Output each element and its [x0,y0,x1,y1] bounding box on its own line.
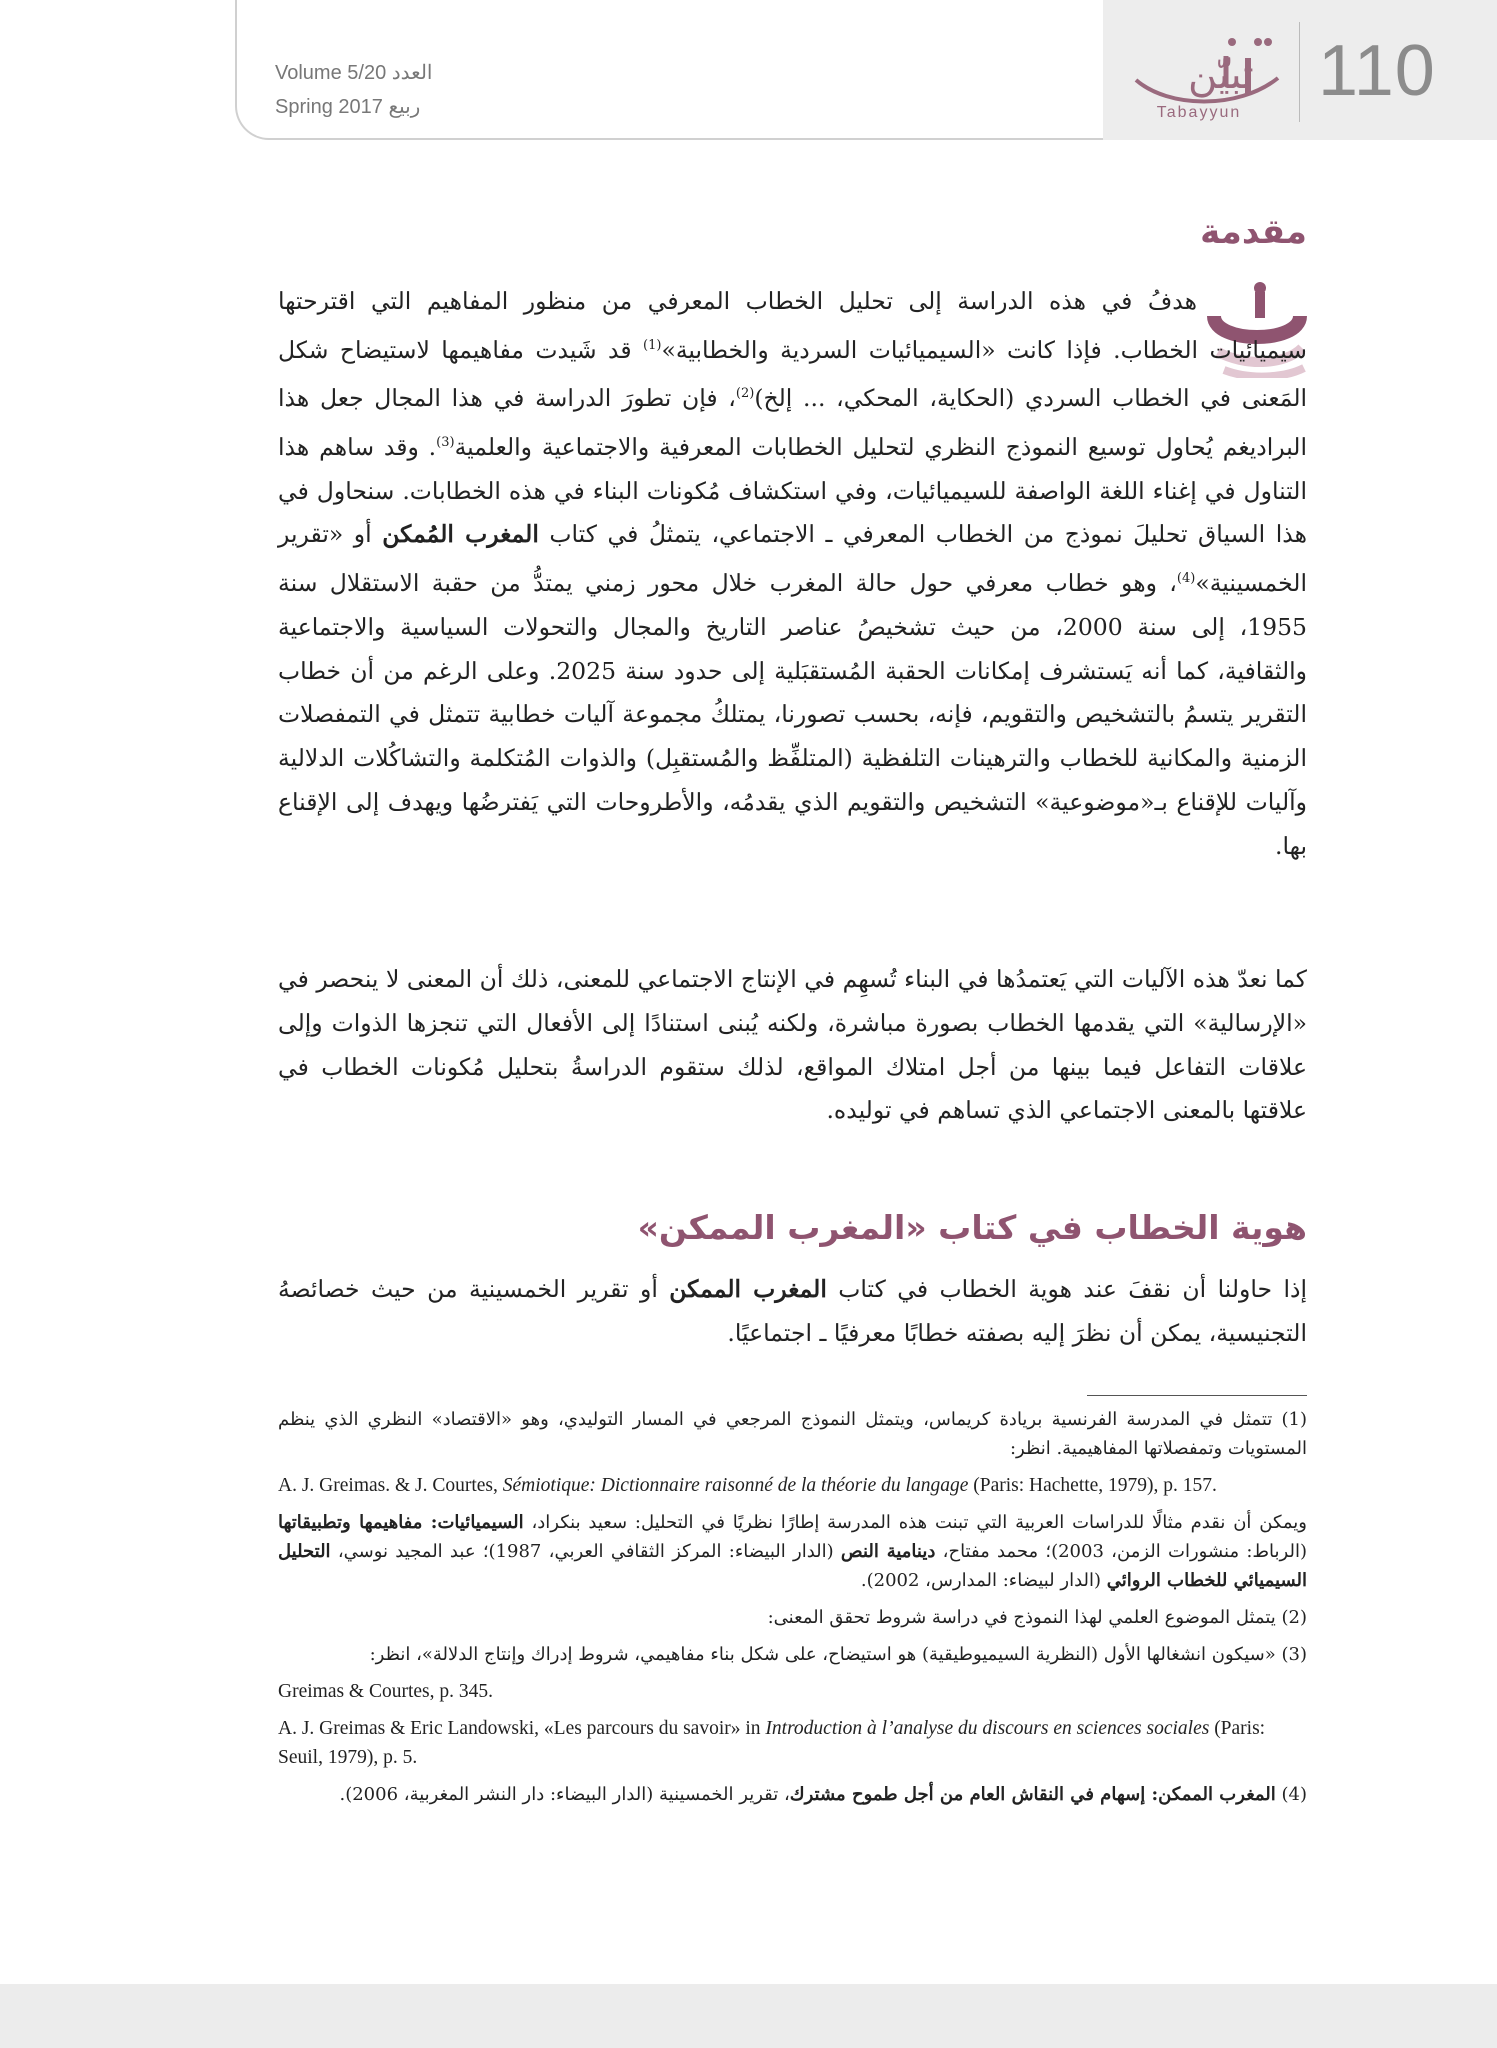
book-title: المغرب الممكن [669,1275,827,1303]
logo-ar-text: تبيّن [1188,52,1254,98]
text-run: أو «تقرير الخمسينية» [278,520,1307,598]
footnote-ref-4[interactable]: (4) [1176,571,1196,587]
ref-title: Sémiotique: Dictionnaire raisonné de la théorie du langage [502,1475,969,1496]
volume-ar: العدد [391,62,433,84]
ref-text: (الدار لبيضاء: المدارس، 2002). [860,1570,1107,1591]
text-run: ، وهو خطاب معرفي حول حالة المغرب خلال محور زمني يمتدُّ من حقبة الاستقلال سنة 1955، إلى سنة 2000، من حيث تشخيصُ عناصر التاريخ والمجال والتحولات السياسية والاجتماعية والثقافية، كما أنه يَستشرف إمكانات الحقبة المُستقبَلية إلى حدود سنة 2025. وعلى الرغم من أن خطاب التقرير يتسمُ بالتشخيص والتقويم، فإنه، بحسب تصورنا، يمتلكُ مجموعة آليات خطابية تتمثل في التمفصلات الزمنية والمكانية للخطاب والترهينات التلفظية (المتلفِّظ والمُستقبِل) والذوات المُتكلمة والتشاكُلات الدلالية وآليات للإقناع بـ«موضوعية» التشخيص والتقويم الذي يقدمُه، والأطروحات التي يَفترضُها ويهدف إلى الإقناع بها. [278,569,1307,860]
volume-line [275,56,475,90]
header-divider [1299,22,1300,122]
ref-text: (الرباط: منشورات الزمن، 2003)؛ محمد مفتاح، [935,1541,1307,1562]
season-line [275,90,475,124]
section-paragraph [278,1268,1307,1356]
intro-paragraph-2: كما نعدّ هذه الآليات التي يَعتمدُها في البناء تُسهِم في الإنتاج الاجتماعي للمعنى، ذلك أن المعنى لا ينحصر في «الإرسالية» التي يقدمها الخطاب بصورة مباشرة، ولكنه يُبنى استنادًا إلى الأفعال التي تنجزها الذوات وإلى علاقات التفاعل فيما بينها من أجل امتلاك المواقع، لذلك ستقوم الدراسةُ بتحليل مُكونات الخطاب في علاقتها بالمعنى الاجتماعي الذي تساهم في توليده. [278,965,1307,1125]
page-number: 110 [1318,31,1436,111]
footnote-1-reference [278,1471,1307,1500]
ref-title: دينامية النص [840,1541,936,1562]
text-run: ، فإن تطورَ الدراسة في هذا المجال جعل هذا البراديغم يُحاول توسيع النموذج النظري لتحليل الخطابات المعرفية والاجتماعية والعلمية [278,384,1307,461]
ref-title: المغرب الممكن: إسهام في النقاش العام من أجل طموح مشترك [789,1784,1276,1805]
footnote-3-reference-2 [278,1714,1307,1772]
footnote-1-arabic-examples [278,1508,1307,1595]
ref-text: (Paris: Hachette, 1979), p. 157. [968,1475,1217,1496]
volume-en: Volume 5/20 [275,62,387,84]
footnote-ref-2[interactable]: (2) [735,386,755,402]
season-ar: ربيع [388,96,421,118]
footnote-3: (3) «سيكون انشغالها الأول (النظرية السيميوطيقية) هو استيضاح، على شكل بناء مفاهيمي، شروط إدراك وإنتاج الدلالة»، انظر: [369,1644,1307,1665]
text-run: . وقد ساهم هذا التناول في إغناء اللغة الواصفة للسيميائيات، وفي استكشاف مُكونات البناء في هذه الخطابات. سنحاول في هذا السياق تحليلَ نموذج من الخطاب المعرفي ـ الاجتماعي، يتمثلُ في كتاب [278,432,1307,549]
footnote-ref-1[interactable]: (1) [643,337,662,353]
ref-title: السيميائيات: مفاهيمها وتطبيقاتها [278,1512,524,1533]
footer-band [0,1984,1497,2048]
intro-paragraph-1 [278,280,1307,869]
ref-text: (Paris: Seuil, 1979), p. 5. [278,1718,1266,1768]
text-run: قد شَيدت مفاهيمها لاستيضاح شكل المَعنى في الخطاب السردي (الحكاية، المحكي، ... إلخ) [278,335,1308,413]
footnote-separator [1087,1395,1307,1396]
text-run: إذا حاولنا أن نقفَ عند هوية الخطاب في كتاب [826,1275,1307,1303]
ref-text: A. J. Greimas & Eric Landowski, «Les parcours du savoir» in [278,1718,766,1739]
season-en: Spring 2017 [275,96,383,118]
ref-title: التحليل السيميائي للخطاب الروائي [278,1541,1307,1591]
intro-heading: مقدمة [1200,212,1307,252]
ref-text: (الدار البيضاء: المركز الثقافي العربي، 1987)؛ عبد المجيد نوسي، [330,1541,841,1562]
ref-text: (4) [1275,1784,1307,1805]
footnote-4 [278,1780,1307,1809]
footnote-1: (1) تتمثل في المدرسة الفرنسية بريادة كريماس، ويتمثل النموذج المرجعي في المسار التوليدي، وهو «الاقتصاد» النظري الذي ينظم المستويات وتمفصلاتها المفاهيمية. انظر: [278,1409,1307,1459]
section-heading: هوية الخطاب في كتاب «المغرب الممكن» [637,1208,1307,1247]
logo-latin-text: Tabayyun [1156,104,1242,121]
book-title: المغرب المُمكن [382,520,539,549]
ref-text: A. J. Greimas. & J. Courtes, [278,1475,503,1496]
ref-text: ، تقرير الخمسينية (الدار البيضاء: دار النشر المغربية، 2006). [339,1784,790,1805]
ref-title: Introduction à l’analyse du discours en sciences sociales [765,1718,1210,1739]
footnote-ref-3[interactable]: (3) [436,435,455,451]
issue-info [275,56,475,124]
text-run: أو تقرير الخمسينية من حيث خصائصهُ التجنيسية، يمكن أن نظرَ إليه بصفته خطابًا معرفيًا ـ اجتماعيًا. [278,1275,1307,1347]
text-run: هدفُ في هذه الدراسة إلى تحليل الخطاب المعرفي من منظور المفاهيم التي اقترحتها سيميائيات الخطاب. فإذا كانت «السيميائيات السردية والخطابية» [278,287,1308,364]
footnotes [278,1405,1307,1817]
footnote-3-reference-1: Greimas & Courtes, p. 345. [278,1681,494,1702]
ref-text: ويمكن أن نقدم مثالًا للدراسات العربية التي تبنت هذه المدرسة إطارًا نظريًا في التحليل: سعيد بنكراد، [523,1512,1307,1533]
footnote-2: (2) يتمثل الموضوع العلمي لهذا النموذج في دراسة شروط تحقق المعنى: [767,1607,1307,1628]
